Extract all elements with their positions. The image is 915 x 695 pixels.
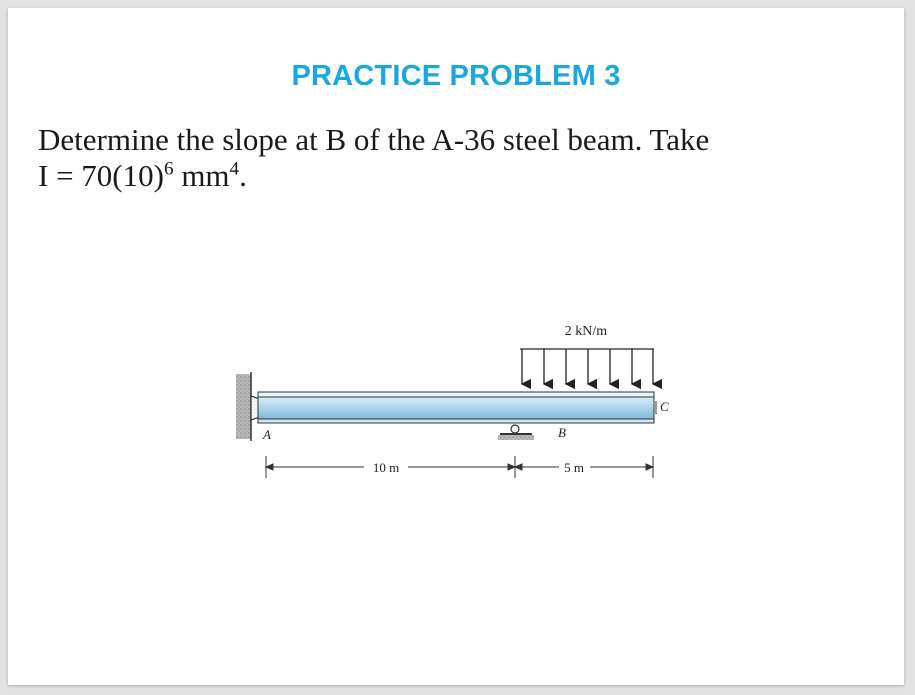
dimension-ab-label: 10 m	[372, 460, 400, 475]
wall-support	[236, 372, 251, 441]
slide	[8, 8, 904, 685]
beam-diagram	[8, 8, 904, 685]
point-b-label: B	[558, 425, 566, 440]
dimension-lines	[266, 456, 653, 478]
inertia-exponent: 6	[163, 158, 174, 180]
distributed-load	[520, 324, 654, 384]
problem-line-1: Determine the slope at B of the A-36 steel beam. Take	[38, 122, 710, 157]
inertia-suffix: .	[239, 158, 247, 193]
point-a-label: A	[263, 427, 271, 442]
dimension-bc-label: 5 m	[564, 460, 584, 475]
beam	[258, 392, 654, 423]
load-label: 2 kN/m	[564, 324, 608, 339]
slide-title: PRACTICE PROBLEM 3	[291, 60, 621, 92]
point-c-label: C	[660, 399, 669, 414]
roller-support-b	[498, 425, 534, 440]
inertia-unit: mm	[173, 158, 230, 193]
inertia-prefix: I = 70(10)	[38, 158, 164, 193]
unit-exponent: 4	[229, 158, 240, 180]
